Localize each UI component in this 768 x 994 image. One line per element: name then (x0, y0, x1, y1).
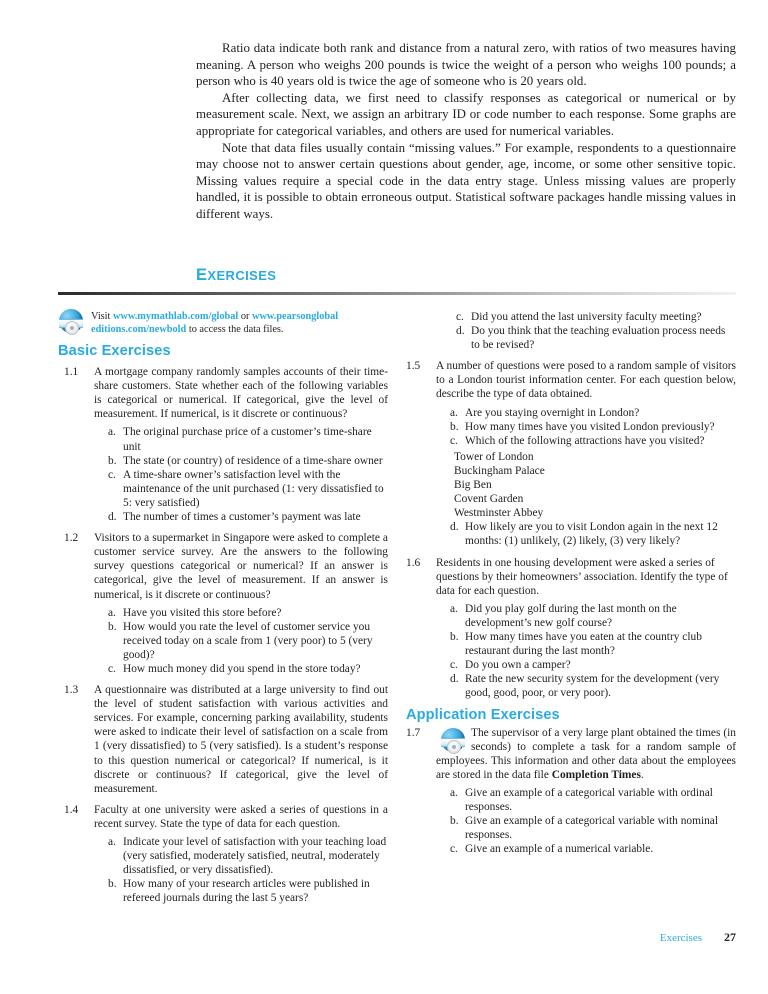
list-item (108, 835, 388, 877)
exercise-1-2 (58, 531, 388, 676)
subitem-label: d. (450, 673, 459, 686)
subitem-label: b. (108, 454, 117, 467)
intro-prose-block (196, 40, 736, 223)
subitem-text: The number of times a customer’s payment was late (123, 511, 361, 524)
list-item (108, 454, 388, 468)
subitem-label: b. (450, 630, 459, 643)
subitem-text: Indicate your level of satisfaction with your teaching load (very satisfied, moderately satisfied, neutral, moderately dissatisfied, or very dissatisfied). (123, 836, 387, 877)
exercise-1-7-stem (436, 726, 736, 782)
exercise-1-6 (406, 556, 736, 701)
exercise-1-4-continued-spacer (406, 310, 442, 352)
subitem-text: Which of the following attractions have you visited? (465, 434, 705, 447)
exercise-1-7-subitems (436, 786, 736, 856)
subitem-text: Have you visited this store before? (123, 606, 282, 619)
subitem-text: Give an example of a numerical variable. (465, 843, 654, 856)
subitem-text: A time-share owner’s satisfaction level with the maintenance of the unit purchased (1: very dissatisfied to 5: very satisfied) (123, 468, 384, 509)
exercise-1-7 (406, 726, 736, 857)
exercise-1-7-stem-part2: . (640, 768, 644, 781)
globe-disc-shape (65, 321, 79, 335)
list-item: Big Ben (454, 479, 492, 492)
intro-paragraph-3: Note that data files usually contain “missing values.” For example, respondents to a questionnaire may choose not to answer certain questions about gender, age, income, or some other sensitive topic. Missing values require a special code in the data entry stage. Unless missing values are properly handled, it is possible to obtain erroneous output. Statistical software packages handle missing values in different ways. (196, 140, 736, 221)
exercise-1-3-stem: A questionnaire was distributed at a large university to find out the level of student satisfaction with various activities and services. For example, concerning parking availability, students were asked to indicate their level of satisfaction on a scale from 1 (very dissatisfied) to 5 (very satisfied). Is a student’s response to this question numerical or categorical? If numerical, is it discrete or continuous? If categorical, give the level of measurement. (94, 684, 388, 795)
subitem-text: How would you rate the level of customer service you received today on a scale from 1 (very poor) to 5 (very good)? (123, 620, 373, 661)
exercise-1-7-data-file-name: Completion Times (551, 768, 641, 781)
list-item (108, 662, 388, 676)
list-item (450, 842, 736, 856)
intro-paragraph-2: After collecting data, we first need to classify responses as categorical or numerical or by measurement scale. Next, we assign an arbitrary ID or code number to each response. Some graphs are appropriate for categorical variables, and others are used for numerical variables. (196, 90, 736, 138)
exercise-1-3-number: 1.3 (64, 684, 79, 697)
page-footer (0, 930, 736, 945)
subitem-label: c. (456, 311, 464, 323)
exercises-heading-rest: XERCISES (207, 268, 277, 283)
globe-disc-shape (447, 740, 461, 754)
list-item (450, 520, 736, 548)
mymathlab-link[interactable]: www.mymathlab.com/global (112, 311, 239, 322)
exercise-1-5-number: 1.5 (406, 360, 421, 373)
list-item (450, 420, 736, 434)
subitem-label: c. (450, 434, 458, 447)
exercise-1-5-stem: A number of questions were posed to a random sample of visitors to a London tourist information center. For each question below, describe the type of data obtained. (436, 360, 736, 401)
exercise-1-6-subitems (436, 602, 736, 701)
subitem-label: d. (108, 511, 117, 524)
exercise-1-7-number: 1.7 (406, 726, 421, 739)
pearsonglobal-link[interactable]: www.pearsonglobal editions.com/newbold (91, 311, 339, 336)
exercise-1-1-stem: A mortgage company randomly samples accounts of their time-share customers. State whether each of the following variables is categorical or numerical. If categorical, give the level of measurement. If numerical, is it discrete or continuous? (94, 366, 388, 421)
exercises-heading-first-letter: E (196, 266, 208, 284)
subitem-text: How likely are you to visit London again in the next 12 months: (1) unlikely, (2) likely, (3) very likely? (465, 521, 718, 548)
subitem-label: d. (450, 521, 459, 534)
data-files-tail-label: to access the data files. (186, 324, 284, 336)
list-item (108, 468, 388, 510)
list-item (108, 425, 388, 453)
subitem-label: a. (450, 406, 458, 419)
list-item: Westminster Abbey (454, 507, 544, 520)
list-item (450, 434, 736, 448)
globe-data-file-icon (440, 727, 466, 753)
subitem-label: c. (108, 662, 116, 675)
exercise-1-1-subitems (94, 425, 388, 524)
subitem-label: b. (108, 620, 117, 633)
exercise-1-5-subitem-d (436, 520, 736, 548)
basic-exercises-heading: Basic Exercises (58, 343, 171, 359)
list-item (450, 630, 736, 658)
subitem-text: The original purchase price of a customer’s time-share unit (123, 426, 372, 453)
list-item (450, 602, 736, 630)
list-item (456, 324, 736, 352)
list-item: Tower of London (454, 450, 534, 463)
exercise-1-2-number: 1.2 (64, 532, 79, 545)
subitem-label: a. (108, 606, 116, 619)
subitem-text: Give an example of a categorical variable with ordinal responses. (465, 786, 713, 813)
subitem-label: c. (108, 468, 116, 481)
list-item (450, 786, 736, 814)
subitem-text: Did you play golf during the last month on the development’s new golf course? (465, 602, 677, 629)
list-item (108, 510, 388, 524)
exercise-1-1 (58, 365, 388, 524)
subitem-label: c. (450, 659, 458, 672)
exercise-1-3 (58, 683, 388, 796)
exercise-1-4-stem: Faculty at one university were asked a series of questions in a recent survey. State the type of data for each question. (94, 803, 388, 830)
subitem-label: a. (450, 786, 458, 799)
exercise-1-5-subitems (436, 406, 736, 448)
subitem-text: Do you think that the teaching evaluation process needs to be revised? (471, 325, 726, 352)
subitem-text: Give an example of a categorical variable with nominal responses. (465, 815, 719, 842)
exercise-1-7-stem-part1: The supervisor of a very large plant obtained the times (in seconds) to complete a task for a random sample of employees. This information and other data about the employees are stored in the data file (436, 726, 736, 781)
exercise-1-4-continued (406, 310, 736, 352)
exercise-1-5 (406, 359, 736, 548)
exercises-section-heading (196, 266, 276, 285)
intro-paragraph-1: Ratio data indicate both rank and distance from a natural zero, with ratios of two measures having meaning. A person who weighs 200 pounds is twice the weight of a person who weighs 100 pounds; a person who is 40 years old is twice the age of someone who is 20 years old. (196, 41, 736, 89)
visit-label: Visit (91, 311, 113, 322)
subitem-label: a. (108, 426, 116, 439)
list-item (456, 310, 736, 324)
exercise-1-2-stem: Visitors to a supermarket in Singapore were asked to complete a customer service survey. Are the answers to the following survey questions categorical or numerical? If an answer is categorical, give the level of measurement. If an answer is numerical, is it discrete or continuous? (94, 532, 388, 601)
list-item (108, 877, 388, 905)
subitem-text: The state (or country) of residence of a time-share owner (123, 454, 383, 467)
subitem-text: Do you own a camper? (465, 659, 571, 672)
or-label: or (238, 311, 253, 322)
subitem-text: How many of your research articles were published in refereed journals during the last 5 years? (123, 878, 370, 905)
exercise-1-4-subitems-part2 (442, 310, 736, 352)
subitem-label: a. (450, 602, 458, 615)
subitem-text: Are you staying overnight in London? (465, 406, 640, 419)
subitem-label: c. (450, 843, 458, 856)
subitem-label: b. (450, 420, 459, 433)
subitem-label: d. (456, 325, 465, 338)
left-column (58, 344, 388, 905)
subitem-label: b. (450, 815, 459, 828)
data-file-note (58, 308, 388, 336)
exercise-1-1-number: 1.1 (64, 366, 79, 379)
subitem-text: How many times have you eaten at the country club restaurant during the last month? (465, 630, 702, 658)
subitem-text: How much money did you spend in the store today? (123, 662, 361, 675)
list-item (108, 606, 388, 620)
list-item (450, 672, 736, 700)
exercise-1-4-number: 1.4 (64, 803, 79, 816)
right-column (406, 310, 736, 856)
subitem-label: a. (108, 836, 116, 848)
exercise-1-6-number: 1.6 (406, 556, 421, 569)
footer-section-label: Exercises (659, 932, 702, 944)
list-item (108, 620, 388, 662)
subitem-text: Rate the new security system for the development (very good, good, poor, or very poor). (465, 673, 720, 700)
subitem-text: Did you attend the last university faculty meeting? (471, 311, 702, 323)
exercise-1-4-subitems-part1 (94, 835, 388, 905)
list-item (450, 814, 736, 842)
list-item (450, 406, 736, 420)
subitem-label: b. (108, 878, 117, 891)
london-attractions-list (436, 450, 736, 520)
section-divider-rule (58, 292, 736, 295)
exercise-1-4 (58, 803, 388, 906)
list-item (450, 658, 736, 672)
exercise-1-2-subitems (94, 606, 388, 676)
page-number: 27 (724, 930, 736, 944)
globe-data-file-icon (58, 308, 84, 334)
data-file-note-text (91, 308, 388, 336)
list-item: Buckingham Palace (454, 464, 545, 477)
subitem-text: How many times have you visited London previously? (465, 420, 715, 433)
application-exercises-heading: Application Exercises (406, 707, 560, 724)
exercise-1-6-stem: Residents in one housing development were asked a series of questions by their homeowners’ association. Identify the type of data for each question. (436, 556, 728, 597)
list-item: Covent Garden (454, 493, 524, 506)
